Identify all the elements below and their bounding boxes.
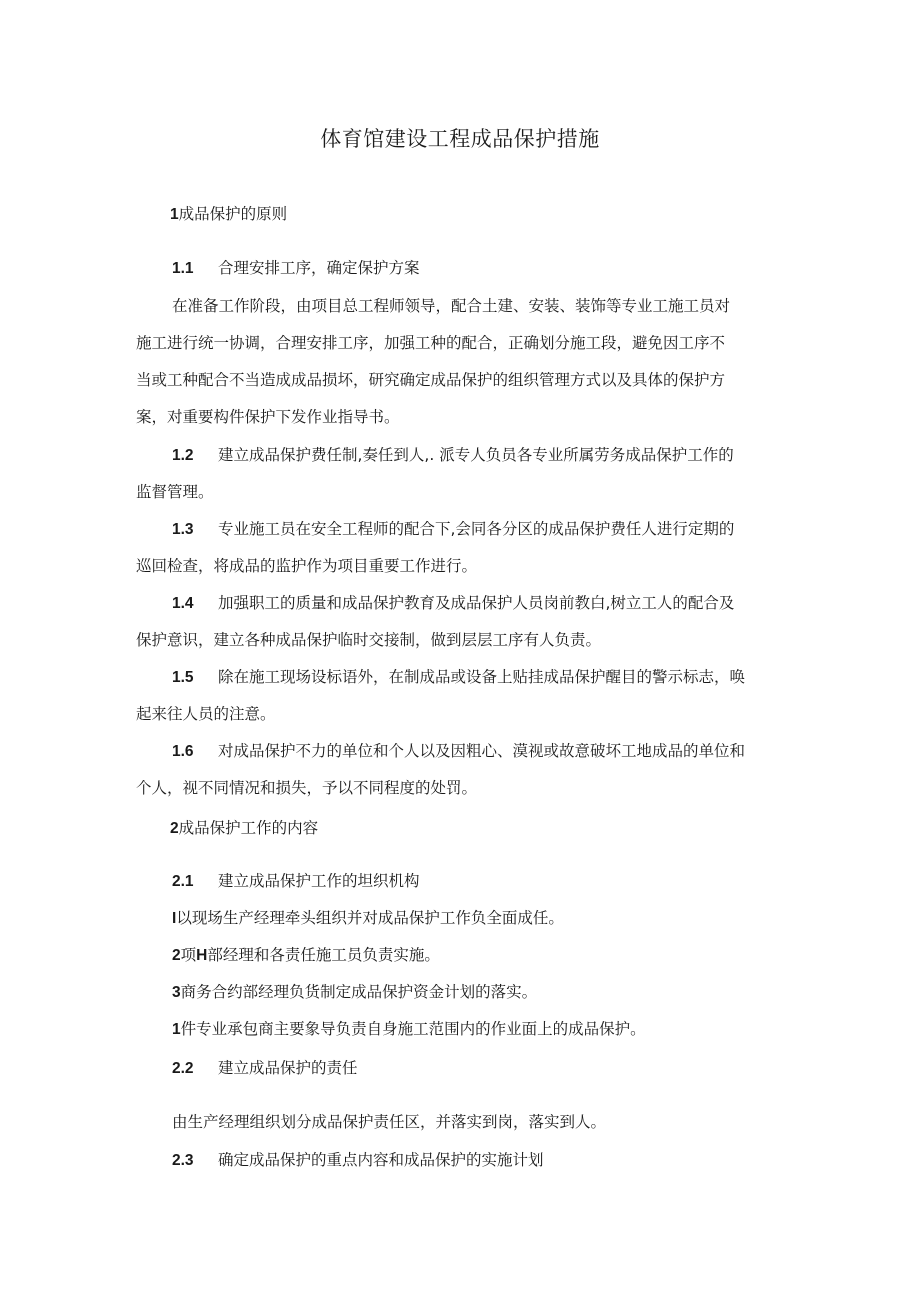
subsection-text: 加强职工的质量和成品保护教育及成品保护人员岗前教白,树立工人的配合及 bbox=[218, 594, 735, 612]
subsection-number: 2.1 bbox=[172, 873, 194, 890]
subsection-number: 1.3 bbox=[172, 521, 194, 538]
subsection-number: 2.3 bbox=[172, 1152, 194, 1169]
subsection-2-1 bbox=[172, 871, 420, 892]
list-item-number: 3 bbox=[172, 984, 181, 1001]
subsection-number: 1.6 bbox=[172, 743, 194, 760]
subsection-1-4 bbox=[172, 593, 734, 614]
list-item-number: 1 bbox=[172, 1021, 181, 1038]
section-heading-text: 成品保护的原则 bbox=[178, 205, 288, 223]
subsection-1-5 bbox=[172, 667, 745, 688]
paragraph-line: 施工进行统一协调，合理安排工序，加强工种的配合，正确划分施工段，避免因工序不 bbox=[136, 334, 726, 352]
section-number: 1 bbox=[170, 206, 179, 223]
subsection-text: 确定成品保护的重点内容和成品保护的实施计划 bbox=[218, 1151, 544, 1169]
paragraph-line: 案，对重要构件保护下发作业指导书。 bbox=[136, 408, 400, 426]
subsection-text: 专业施工员在安全工程师的配合下,会同各分区的成品保护费任人进行定期的 bbox=[218, 520, 735, 538]
subsection-1-2 bbox=[172, 445, 734, 466]
subsection-number: 1.1 bbox=[172, 260, 194, 277]
list-item bbox=[172, 1019, 646, 1040]
list-item-number: 2 bbox=[172, 947, 181, 964]
subsection-text: 对成品保护不力的单位和个人以及因粗心、漠视或故意破坏工地成品的单位和 bbox=[218, 742, 746, 760]
subsection-number: 1.2 bbox=[172, 447, 194, 464]
list-item-text: 件专业承包商主要象导负责自身施工范围内的作业面上的成品保护。 bbox=[180, 1020, 646, 1038]
subsection-text: 除在施工现场设标语外，在制成品或设备上贴挂成品保护醒目的警示标志，唤 bbox=[218, 668, 746, 686]
paragraph-line: 由生产经理组织划分成品保护责任区，并落实到岗，落实到人。 bbox=[172, 1113, 607, 1131]
section-number: 2 bbox=[170, 820, 179, 837]
document-title: 体育馆建设工程成品保护措施 bbox=[320, 127, 600, 151]
subsection-text: 建立成品保护工作的坦织机构 bbox=[218, 872, 420, 890]
list-item-text: 以现场生产经理牵头组织并对成品保护工作负全面成任。 bbox=[176, 909, 564, 927]
paragraph-line: 保护意识，建立各种成品保护临时交接制，做到层层工序有人负责。 bbox=[136, 631, 602, 649]
paragraph-line: 巡回检查，将成品的监护作为项目重要工作进行。 bbox=[136, 557, 478, 575]
section-heading-text: 成品保护工作的内容 bbox=[178, 819, 319, 837]
list-item-text: 商务合约部经理负货制定成品保护资金计划的落实。 bbox=[180, 983, 538, 1001]
subsection-2-3 bbox=[172, 1150, 544, 1171]
paragraph-line: 起来往人员的注意。 bbox=[136, 705, 276, 723]
subsection-number: 1.5 bbox=[172, 669, 194, 686]
list-item-text: H bbox=[196, 947, 208, 964]
list-item-text: 部经理和各责任施工员负责实施。 bbox=[207, 946, 440, 964]
list-item bbox=[172, 982, 537, 1003]
paragraph-line: 当或工种配合不当造成成品损坏，研究确定成品保护的组织管理方式以及具体的保护方 bbox=[136, 371, 726, 389]
subsection-1-3 bbox=[172, 519, 734, 540]
section-1-heading bbox=[170, 204, 287, 225]
subsection-number: 2.2 bbox=[172, 1060, 194, 1077]
paragraph-line: 在准备工作阶段，由项目总工程师领导，配合土建、安装、装饰等专业工施工员对 bbox=[172, 297, 731, 315]
list-item bbox=[172, 908, 564, 929]
list-item bbox=[172, 945, 440, 966]
subsection-2-2 bbox=[172, 1058, 358, 1079]
subsection-number: 1.4 bbox=[172, 595, 194, 612]
section-2-heading bbox=[170, 818, 318, 839]
list-item-text: 项 bbox=[180, 946, 197, 964]
subsection-text: 建立成品保护费任制,奏任到人,. 派专人负员各专业所属劳务成品保护工作的 bbox=[218, 446, 734, 464]
list-item-number: I bbox=[172, 910, 177, 927]
subsection-text: 建立成品保护的责任 bbox=[218, 1059, 358, 1077]
subsection-1-6 bbox=[172, 741, 745, 762]
subsection-text: 合理安排工序，确定保护方案 bbox=[218, 259, 420, 277]
subsection-1-1 bbox=[172, 258, 420, 279]
paragraph-line: 监督管理。 bbox=[136, 483, 214, 501]
paragraph-line: 个人，视不同情况和损失，予以不同程度的处罚。 bbox=[136, 779, 478, 797]
